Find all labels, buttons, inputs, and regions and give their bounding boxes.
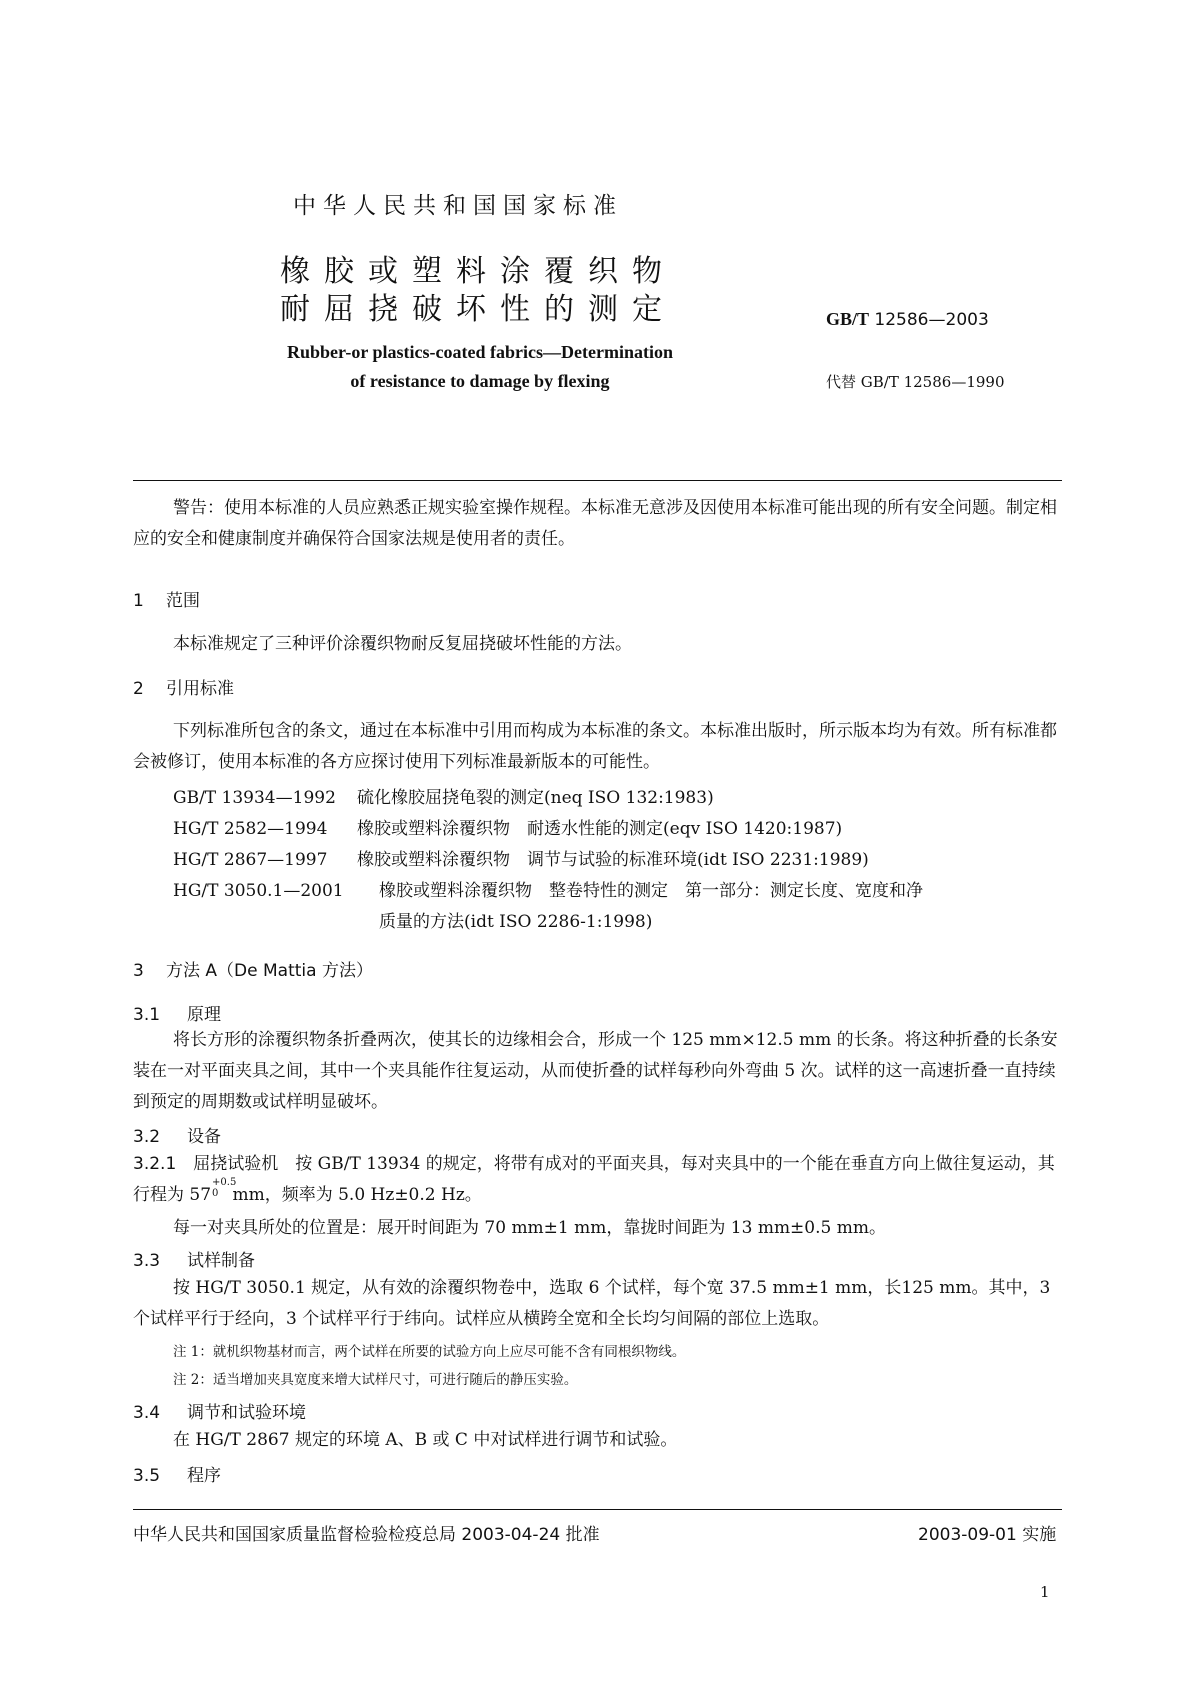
reference-title: 橡胶或塑料涂覆织物 整卷特性的测定 第一部分：测定长度、宽度和净 <box>379 881 923 901</box>
reference-continuation: 质量的方法(idt ISO 2286-1:1998) <box>379 912 653 932</box>
implementation-date: 2003-09-01 实施 <box>918 1525 1057 1545</box>
section-1-body: 本标准规定了三种评价涂覆织物耐反复屈挠破坏性能的方法。 <box>173 634 632 654</box>
section-3-heading <box>133 956 373 981</box>
section-3-2-1-body <box>133 1149 1062 1211</box>
section-3-1-body: 将长方形的涂覆织物条折叠两次，使其长的边缘相会合，形成一个 125 mm×12.5 mm 的长条。将这种折叠的长条安装在一对平面夹具之间，其中一个夹具能作往复运动，从而使折叠的试样每秒向外弯曲 5 次。试样的这一高速折叠一直持续到预定的周期数或试样明显破坏。 <box>133 1030 1058 1112</box>
section-number: 3.4 <box>133 1403 161 1423</box>
section-number: 3.3 <box>133 1251 161 1271</box>
reference-code: HG/T 3050.1—2001 <box>173 881 344 901</box>
text-run: 按 GB/T 13934 的规定，将带有成对的平面夹具，每对夹具中的一个能在垂直方向上做往复运动，其行程为 57 <box>133 1154 1055 1205</box>
tolerance-upper: +0.5 <box>212 1177 237 1188</box>
title-line-1: 橡胶或塑料涂覆织物 <box>280 254 676 289</box>
section-title: 屈挠试验机 <box>193 1154 279 1174</box>
section-title: 试样制备 <box>187 1251 255 1271</box>
section-title: 引用标准 <box>166 679 234 699</box>
reference-code: HG/T 2867—1997 <box>173 850 328 870</box>
reference-code: HG/T 2582—1994 <box>173 819 328 839</box>
tolerance <box>211 1177 237 1200</box>
section-number: 3.2.1 <box>133 1154 177 1174</box>
section-title: 设备 <box>187 1127 221 1147</box>
section-title: 程序 <box>187 1466 221 1486</box>
section-3-3-body: 按 HG/T 3050.1 规定，从有效的涂覆织物卷中，选取 6 个试样，每个宽 37.5 mm±1 mm，长125 mm。其中，3 个试样平行于经向，3 个试样平行于纬向。试样应从横跨全宽和全长均匀间隔的部位上选取。 <box>133 1278 1051 1329</box>
section-3-2-heading <box>133 1122 221 1147</box>
section-number: 3.2 <box>133 1127 161 1147</box>
section-number: 1 <box>133 591 144 611</box>
standard-number <box>826 309 989 330</box>
section-3-1-heading <box>133 1000 221 1025</box>
page-number: 1 <box>1040 1583 1050 1601</box>
section-number: 2 <box>133 679 144 699</box>
note-2: 注 2：适当增加夹具宽度来增大试样尺寸，可进行随后的静压实验。 <box>173 1372 578 1388</box>
section-2-body: 下列标准所包含的条文，通过在本标准中引用而构成为本标准的条文。本标准出版时，所示版本均为有效。所有标准都会被修订，使用本标准的各方应探讨使用下列标准最新版本的可能性。 <box>133 721 1057 772</box>
section-title: 方法 A（De Mattia 方法） <box>166 961 373 981</box>
section-3-4-heading <box>133 1398 306 1423</box>
reference-title: 橡胶或塑料涂覆织物 调节与试验的标准环境(idt ISO 2231:1989) <box>357 850 869 870</box>
reference-title: 硫化橡胶屈挠龟裂的测定(neq ISO 132:1983) <box>357 788 714 808</box>
section-number: 3.1 <box>133 1005 161 1025</box>
section-title: 调节和试验环境 <box>187 1403 306 1423</box>
section-3-5-heading <box>133 1461 221 1486</box>
section-title: 范围 <box>166 591 200 611</box>
text-run: mm，频率为 5.0 Hz±0.2 Hz。 <box>227 1185 482 1205</box>
replaces-note: 代替 GB/T 12586—1990 <box>826 373 1005 391</box>
standard-code: 12586—2003 <box>874 310 989 330</box>
section-2-heading <box>133 674 234 699</box>
warning-paragraph: 警告：使用本标准的人员应熟悉正规实验室操作规程。本标准无意涉及因使用本标准可能出现的所有安全问题。制定相应的安全和健康制度并确保符合国家法规是使用者的责任。 <box>133 498 1057 549</box>
standard-prefix: GB/T <box>826 309 870 329</box>
header-divider <box>133 480 1062 481</box>
reference-item <box>173 783 714 808</box>
reference-item <box>173 876 923 901</box>
section-number: 3.5 <box>133 1466 161 1486</box>
english-title-line-1: Rubber-or plastics-coated fabrics—Determination <box>287 342 673 362</box>
note-1: 注 1：就机织物基材而言，两个试样在所要的试验方向上应尽可能不含有同根织物线。 <box>173 1344 686 1360</box>
approval-line: 中华人民共和国国家质量监督检验检疫总局 2003-04-24 批准 <box>133 1525 600 1545</box>
reference-code: GB/T 13934—1992 <box>173 788 336 808</box>
section-3-4-body: 在 HG/T 2867 规定的环境 A、B 或 C 中对试样进行调节和试验。 <box>173 1430 678 1450</box>
section-1-heading <box>133 586 200 611</box>
reference-item <box>173 845 869 870</box>
section-3-3-heading <box>133 1246 255 1271</box>
section-number: 3 <box>133 961 144 981</box>
footer-divider <box>133 1509 1062 1510</box>
section-title: 原理 <box>187 1005 221 1025</box>
reference-title: 橡胶或塑料涂覆织物 耐透水性能的测定(eqv ISO 1420:1987) <box>357 819 843 839</box>
section-3-2-1-body-2: 每一对夹具所处的位置是：展开时间距为 70 mm±1 mm，靠拢时间距为 13 mm±0.5 mm。 <box>173 1218 886 1238</box>
title-line-2: 耐屈挠破坏性的测定 <box>280 292 676 327</box>
national-standard-heading: 中华人民共和国国家标准 <box>293 193 623 219</box>
tolerance-lower: 0 <box>212 1188 219 1199</box>
english-title-line-2: of resistance to damage by flexing <box>350 371 610 391</box>
reference-item <box>173 814 842 839</box>
